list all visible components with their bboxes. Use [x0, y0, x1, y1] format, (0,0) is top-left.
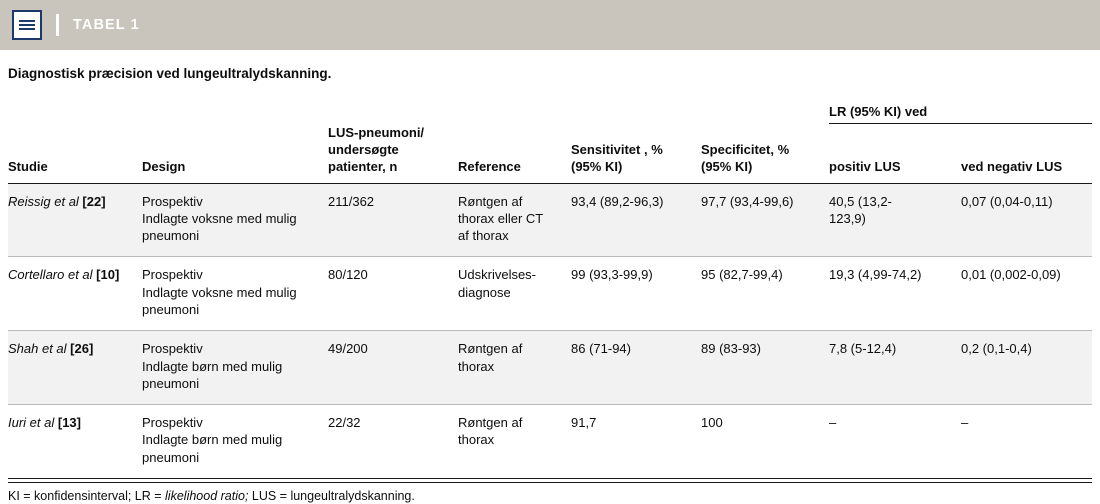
cell-lus-patients: 49/200	[328, 331, 458, 405]
table-icon	[12, 10, 42, 40]
design-line3: pneumoni	[142, 375, 200, 391]
study-reference: [10]	[96, 267, 120, 283]
cell-lr-positive	[829, 405, 961, 479]
col-header-lus-line3: patienter, n	[328, 159, 398, 175]
design-line2: Indlagte børn med mulig	[142, 358, 283, 374]
col-header-lus-line1: LUS-pneumoni/	[328, 124, 425, 140]
design-line3: pneumoni	[142, 228, 200, 244]
reference-line1: Røntgen af	[458, 193, 523, 209]
cell-lus-patients: 211/362	[328, 183, 458, 257]
cell-study	[8, 405, 142, 479]
design-line1: Prospektiv	[142, 341, 203, 357]
cell-reference	[458, 257, 571, 331]
study-reference: [26]	[70, 341, 94, 357]
table-caption: Diagnostisk præcision ved lungeultralydskanning.	[8, 66, 332, 81]
design-line3: pneumoni	[142, 302, 200, 318]
reference-line3: af thorax	[458, 228, 509, 244]
col-header-sens-line2: (95% KI)	[571, 159, 623, 175]
study-name: Reissig et al	[8, 193, 83, 209]
cell-lr-negative: 0,01 (0,002-0,09)	[961, 257, 1092, 331]
cell-sensitivity: 99 (93,3-99,9)	[571, 257, 701, 331]
lr-positive-line1: –	[829, 415, 837, 431]
cell-lus-patients: 80/120	[328, 257, 458, 331]
group-header-lr: LR (95% KI) ved	[829, 81, 961, 124]
lr-positive-line1: 7,8 (5-12,4)	[829, 341, 897, 357]
lr-positive-line2: 123,9)	[829, 210, 866, 226]
cell-design	[142, 331, 328, 405]
table-row	[8, 183, 1092, 257]
diagnostic-accuracy-table	[8, 81, 1092, 479]
group-spacer-4	[458, 81, 571, 124]
cell-study	[8, 183, 142, 257]
cell-reference	[458, 183, 571, 257]
col-header-lr-positive: positiv LUS	[829, 124, 961, 183]
design-line2: Indlagte børn med mulig	[142, 432, 283, 448]
col-header-specificity	[701, 124, 829, 183]
cell-design	[142, 405, 328, 479]
design-line1: Prospektiv	[142, 193, 203, 209]
reference-line2: thorax	[458, 358, 495, 374]
lr-positive-line1: 19,3 (4,99-74,2)	[829, 267, 922, 283]
table-row	[8, 257, 1092, 331]
figure-label: TABEL 1	[73, 17, 140, 33]
group-spacer-6	[701, 81, 829, 124]
cell-specificity: 100	[701, 405, 829, 479]
col-header-lus-line2: undersøgte	[328, 142, 399, 158]
cell-reference	[458, 405, 571, 479]
footnote-italic: likelihood ratio;	[165, 489, 249, 503]
cell-lr-negative: 0,2 (0,1-0,4)	[961, 331, 1092, 405]
cell-design	[142, 183, 328, 257]
cell-lr-negative: –	[961, 405, 1092, 479]
group-header-lr-cont	[961, 81, 1092, 124]
study-name: Iuri et al	[8, 415, 58, 431]
table-row	[8, 331, 1092, 405]
table-header-row	[8, 124, 1092, 183]
cell-lr-positive	[829, 183, 961, 257]
col-header-spec-line2: (95% KI)	[701, 159, 753, 175]
cell-study	[8, 257, 142, 331]
figure-header-bar	[0, 0, 1100, 50]
cell-specificity: 95 (82,7-99,4)	[701, 257, 829, 331]
design-line1: Prospektiv	[142, 415, 203, 431]
design-line1: Prospektiv	[142, 267, 203, 283]
reference-line2: thorax	[458, 432, 495, 448]
table-row	[8, 405, 1092, 479]
group-spacer-2	[142, 81, 328, 124]
design-line2: Indlagte voksne med mulig	[142, 284, 297, 300]
cell-reference	[458, 331, 571, 405]
cell-study	[8, 331, 142, 405]
group-spacer-5	[571, 81, 701, 124]
header-divider	[56, 14, 59, 36]
reference-line2: thorax eller CT	[458, 210, 544, 226]
cell-lr-negative: 0,07 (0,04-0,11)	[961, 183, 1092, 257]
study-reference: [13]	[57, 415, 81, 431]
study-name: Shah et al	[8, 341, 71, 357]
table-group-header-row	[8, 81, 1092, 124]
col-header-design: Design	[142, 124, 328, 183]
reference-line2: diagnose	[458, 284, 511, 300]
cell-sensitivity: 91,7	[571, 405, 701, 479]
cell-lr-positive	[829, 257, 961, 331]
cell-specificity: 89 (83-93)	[701, 331, 829, 405]
col-header-lr-negative: ved negativ LUS	[961, 124, 1092, 183]
col-header-studie: Studie	[8, 124, 142, 183]
footnote-part1: KI = konfidensinterval; LR =	[8, 489, 166, 503]
col-header-sens-line1: Sensitivitet , %	[571, 142, 663, 158]
cell-sensitivity: 93,4 (89,2-96,3)	[571, 183, 701, 257]
footnote-part2: LUS = lungeultralydskanning.	[248, 489, 415, 503]
cell-lus-patients: 22/32	[328, 405, 458, 479]
cell-design	[142, 257, 328, 331]
col-header-sensitivity	[571, 124, 701, 183]
reference-line1: Udskrivelses-	[458, 267, 537, 283]
study-name: Cortellaro et al	[8, 267, 97, 283]
bottom-rule	[8, 482, 1092, 484]
design-line3: pneumoni	[142, 449, 200, 465]
reference-line1: Røntgen af	[458, 341, 523, 357]
cell-sensitivity: 86 (71-94)	[571, 331, 701, 405]
col-header-reference: Reference	[458, 124, 571, 183]
col-header-spec-line1: Specificitet, %	[701, 142, 790, 158]
col-header-lus-patients	[328, 124, 458, 183]
design-line2: Indlagte voksne med mulig	[142, 210, 297, 226]
group-spacer-3	[328, 81, 458, 124]
group-spacer-1	[8, 81, 142, 124]
cell-specificity: 97,7 (93,4-99,6)	[701, 183, 829, 257]
study-reference: [22]	[82, 193, 106, 209]
lr-positive-line1: 40,5 (13,2-	[829, 193, 892, 209]
cell-lr-positive	[829, 331, 961, 405]
reference-line1: Røntgen af	[458, 415, 523, 431]
